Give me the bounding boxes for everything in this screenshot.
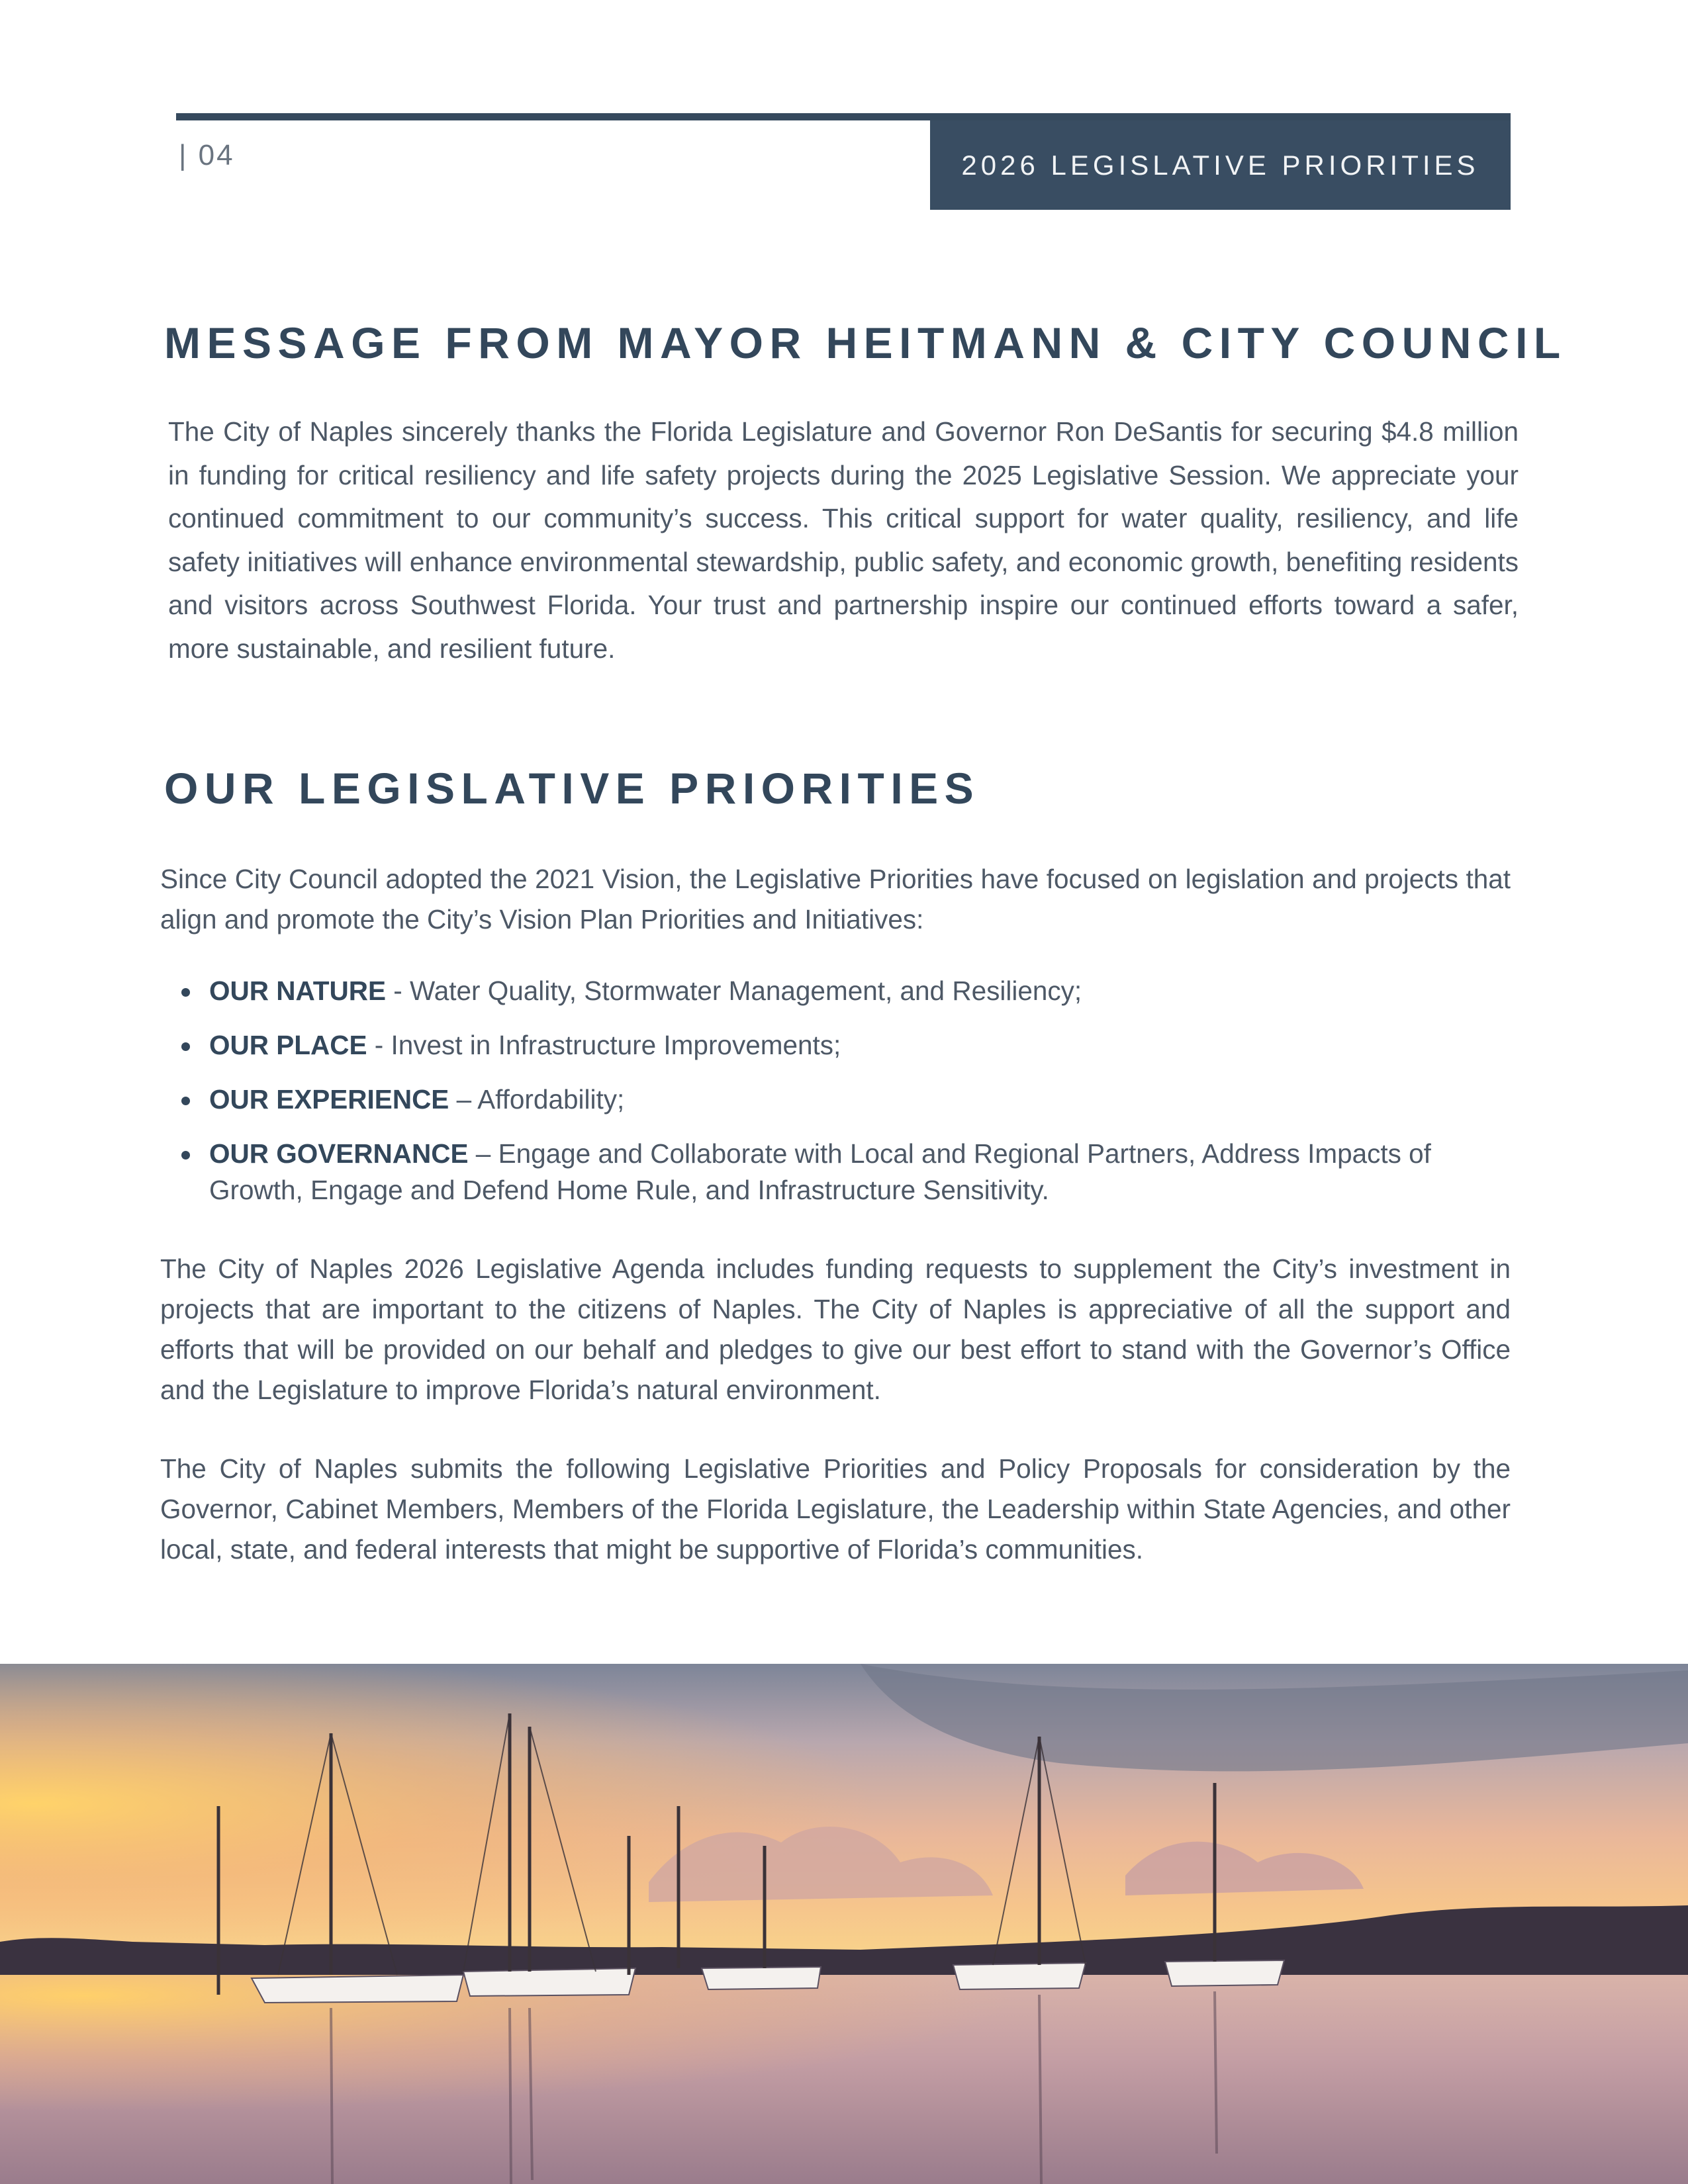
priority-text: - Invest in Infrastructure Improvements; bbox=[367, 1030, 841, 1060]
list-item bbox=[160, 1136, 1511, 1208]
priority-label: OUR PLACE bbox=[209, 1030, 367, 1060]
priority-text: – Affordability; bbox=[449, 1084, 625, 1115]
list-item bbox=[160, 1027, 1511, 1064]
priorities-intro: Since City Council adopted the 2021 Vision, the Legislative Priorities have focused on legislation and projects that align and promote the City’s Vision Plan Priorities and Initiatives: bbox=[160, 864, 1511, 934]
priorities-heading: OUR LEGISLATIVE PRIORITIES bbox=[164, 764, 980, 813]
message-body: The City of Naples sincerely thanks the Florida Legislature and Governor Ron DeSantis for securing $4.8 million in funding for critical resiliency and life safety projects during the 2025 Legislative Session. We appreciate your continued commitment to our community’s success. This critical support for water quality, resiliency, and life safety initiatives will enhance environmental stewardship, public safety, and economic growth, benefiting residents and visitors across Southwest Florida. Your trust and partnership inspire our continued efforts toward a safer, more sustainable, and resilient future. bbox=[168, 416, 1519, 664]
document-title-banner bbox=[930, 120, 1511, 210]
priorities-list bbox=[160, 973, 1511, 1226]
submission-paragraph: The City of Naples submits the following Legislative Priorities and Policy Proposals for consideration by the Governor, Cabinet Members, Members of the Florida Legislature, the Leadership within State Agencies, and other local, state, and federal interests that might be supportive of Florida’s communities. bbox=[160, 1453, 1511, 1565]
page-number: | 04 bbox=[179, 139, 235, 171]
list-item bbox=[160, 973, 1511, 1009]
priority-label: OUR GOVERNANCE bbox=[209, 1138, 469, 1169]
priority-text: – Engage and Collaborate with Local and Regional Partners, Address Impacts of Growth, Engage and Defend Home Rule, and Infrastructure Sensitivity. bbox=[209, 1138, 1431, 1205]
priority-label: OUR NATURE bbox=[209, 976, 386, 1006]
bullet-icon bbox=[181, 1097, 190, 1105]
document-title: 2026 LEGISLATIVE PRIORITIES bbox=[961, 149, 1479, 181]
bullet-icon bbox=[181, 1042, 190, 1051]
bullet-icon bbox=[181, 1151, 190, 1160]
header-rule bbox=[176, 113, 1511, 120]
bullet-icon bbox=[181, 988, 190, 997]
priority-label: OUR EXPERIENCE bbox=[209, 1084, 449, 1115]
message-heading: MESSAGE FROM MAYOR HEITMANN & CITY COUNCIL bbox=[164, 318, 1567, 367]
agenda-paragraph: The City of Naples 2026 Legislative Agenda includes funding requests to supplement the City’s investment in projects that are important to the citizens of Naples. The City of Naples is appreciative of all the support and efforts that will be provided on our behalf and pledges to give our best effort to stand with the Governor’s Office and the Legislature to improve Florida’s natural environment. bbox=[160, 1253, 1511, 1405]
list-item bbox=[160, 1081, 1511, 1118]
priority-text: - Water Quality, Stormwater Management, and Resiliency; bbox=[386, 976, 1082, 1006]
marina-sunset-photo bbox=[0, 1664, 1688, 2184]
